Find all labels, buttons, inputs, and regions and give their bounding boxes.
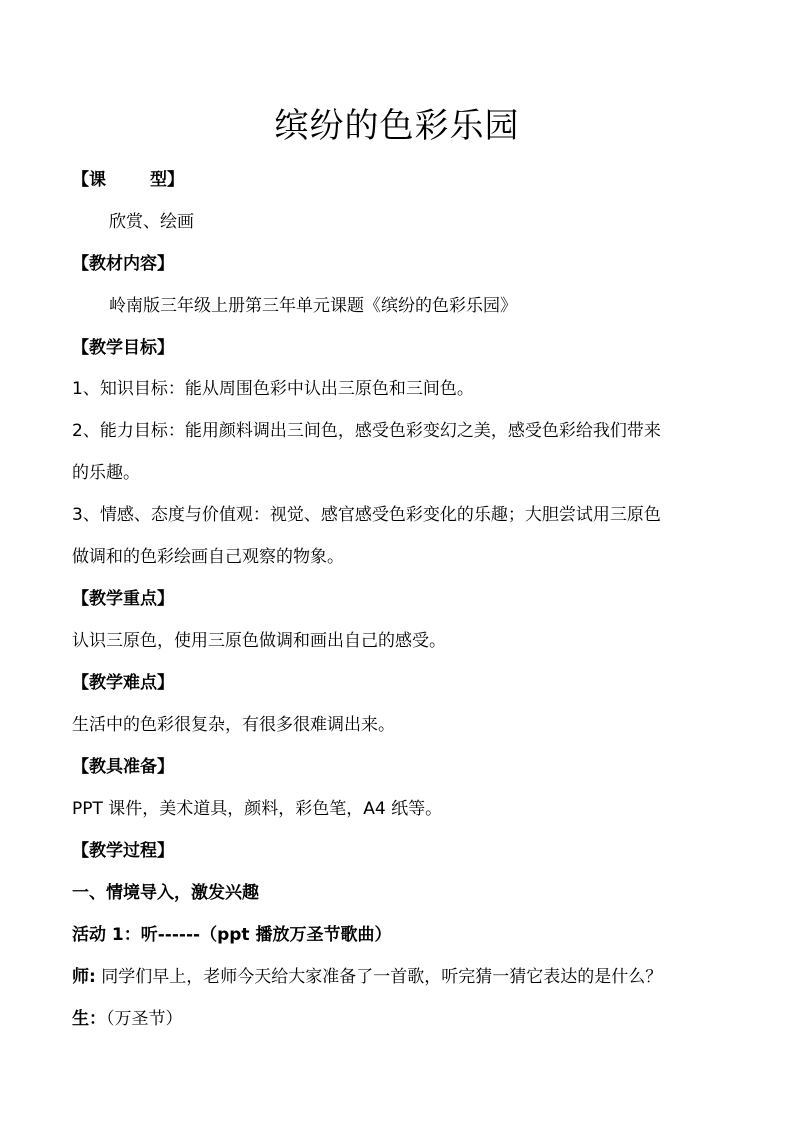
tools-value: PPT 课件，美术道具，颜料，彩色笔，A4 纸等。 [72,799,443,819]
document-title: 缤纷的色彩乐园 [274,106,520,146]
goal-2-line-2: 的乐趣。 [72,463,140,483]
goal-3-line-2: 做调和的色彩绘画自己观察的物象。 [72,547,344,567]
lesson-type-label [72,168,734,192]
goals-label: 【教学目标】 [72,338,174,358]
lesson-type-value: 欣赏、绘画 [109,212,194,232]
goal-1: 1、知识目标：能从周围色彩中认出三原色和三间色。 [72,379,474,399]
teacher-label: 师: [72,967,96,987]
key-label: 【教学重点】 [72,589,174,609]
goal-3-line-1: 3、情感、态度与价值观：视觉、感官感受色彩变化的乐趣；大胆尝试用三原色 [72,505,661,525]
teacher-line [72,965,734,989]
key-value: 认识三原色，使用三原色做调和画出自己的感受。 [72,631,446,651]
section-1-heading: 一、情境导入，激发兴趣 [72,883,259,903]
difficulty-label: 【教学难点】 [72,673,174,693]
process-label: 【教学过程】 [72,841,174,861]
student-label: 生： [72,1009,106,1029]
teacher-text: 同学们早上，老师今天给大家准备了一首歌，听完猜一猜它表达的是什么？ [101,967,663,987]
student-line [72,1007,734,1031]
lesson-type-label-left: 【课 [72,170,106,190]
activity-1: 活动 1：听------（ppt 播放万圣节歌曲） [72,925,392,945]
material-value: 岭南版三年级上册第三年单元课题《缤纷的色彩乐园》 [109,296,517,316]
lesson-type-label-right: 型】 [150,170,184,190]
goal-2-line-1: 2、能力目标：能用颜料调出三间色，感受色彩变幻之美，感受色彩给我们带来 [72,421,661,441]
tools-label: 【教具准备】 [72,757,174,777]
material-label: 【教材内容】 [72,254,174,274]
difficulty-value: 生活中的色彩很复杂，有很多很难调出来。 [72,715,395,735]
student-text: （万圣节） [106,1009,183,1029]
